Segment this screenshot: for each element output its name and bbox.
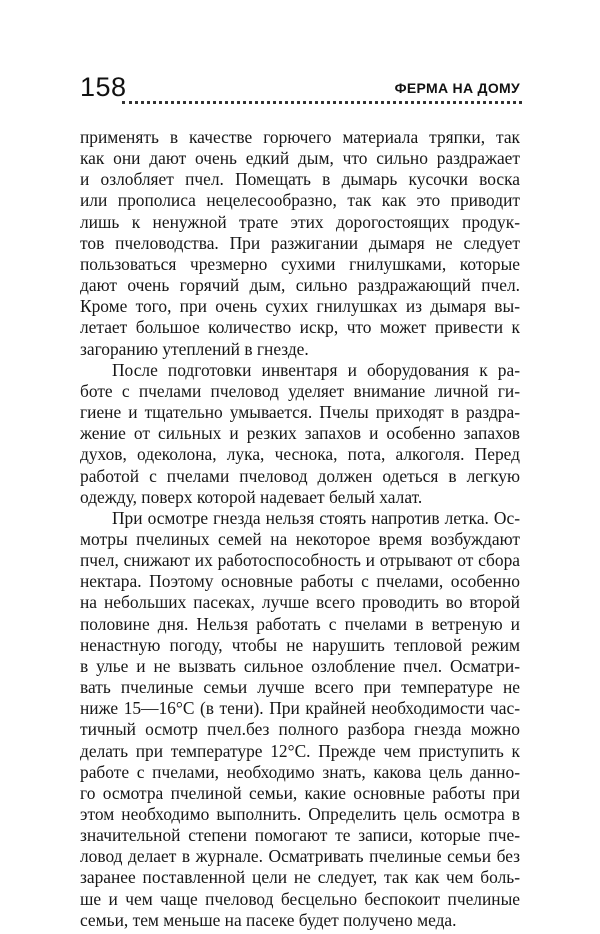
- text-line: как они дают очень едкий дым, что сильно раздражает: [80, 148, 520, 169]
- paragraph-3: [80, 508, 520, 931]
- text-line: значительной степени помогают те записи, которые пче-: [80, 825, 520, 846]
- text-line: работой с пчелами пчеловод должен одеться в легкую: [80, 465, 520, 486]
- text-line: этом необходимо выполнить. Определить цель осмотра в: [80, 804, 520, 824]
- text-line: тичный осмотр пчел.без полного разбора гнезда можно: [80, 719, 520, 740]
- text-line: семьи, тем меньше на пасеке будет получено меда.: [80, 909, 457, 930]
- paragraph-1: [80, 127, 520, 360]
- text-line: загоранию утеплений в гнезде.: [80, 338, 309, 359]
- text-line: летает большое количество искр, что может привести к: [80, 317, 520, 338]
- text-line: вать пчелиные семьи лучше всего при температуре не: [80, 677, 520, 698]
- text-line: одежду, поверх которой надевает белый халат.: [80, 486, 423, 507]
- text-line: мотры пчелиных семей на некоторое время возбуждают: [80, 528, 520, 549]
- text-line: ниже 15—16°С (в тени). При крайней необходимости час-: [80, 698, 520, 719]
- text-line: духов, одеколона, лука, чеснока, пота, алкоголя. Перед: [80, 444, 520, 465]
- text-line: ше и чем чаще пчеловод бесцельно беспокоит пчелиные: [80, 888, 520, 909]
- text-line: ловод делает в журнале. Осматривать пчелиные семьи без: [80, 846, 520, 867]
- text-line: заранее поставленной цели не следует, так как чем боль-: [80, 867, 520, 888]
- text-line: го осмотра пчелиной семьи, какие основные работы при: [80, 782, 520, 803]
- text-line: жение от сильных и резких запахов и особенно запахов: [80, 423, 520, 444]
- text-line: и озлобляет пчел. Помещать в дымарь кусочки воска: [80, 169, 520, 190]
- text-line: гиене и тщательно умывается. Пчелы приходят в раздра-: [80, 402, 520, 423]
- text-line: тов пчеловодства. При разжигании дымаря не следует: [80, 232, 520, 253]
- page-header: [78, 70, 522, 110]
- text-line: дают очень горячий дым, сильно раздражающий пчел.: [80, 275, 520, 296]
- text-line: лишь к ненужной трате этих дорогостоящих продук-: [80, 211, 520, 232]
- text-line: После подготовки инвентаря и оборудования к ра-: [112, 359, 520, 380]
- text-line: пчел, снижают их работоспособность и отрывают от сбора: [80, 550, 520, 571]
- text-line: работе с пчелами, необходимо знать, какова цель данно-: [80, 761, 520, 782]
- header-dotted-rule: [122, 101, 522, 104]
- running-head: ФЕРМА НА ДОМУ: [394, 80, 520, 96]
- text-line: или прополиса нецелесообразно, так как это приводит: [80, 190, 520, 211]
- text-line: применять в качестве горючего материала тряпки, так: [80, 127, 520, 147]
- text-line: боте с пчелами пчеловод уделяет внимание личной ги-: [80, 380, 520, 401]
- text-line: пользоваться чрезмерно сухими гнилушками, которые: [80, 253, 520, 274]
- text-line: на небольших пасеках, лучше всего проводить во второй: [80, 592, 520, 613]
- text-line: ненастную погоду, чтобы не нарушить тепловой режим: [80, 634, 520, 655]
- text-line: При осмотре гнезда нельзя стоять напротив летка. Ос-: [112, 507, 520, 528]
- body-text: [80, 127, 520, 931]
- text-line: половине дня. Нельзя работать с пчелами в ветреную и: [80, 613, 520, 634]
- text-line: в улье и не вызвать сильное озлобление пчел. Осматри-: [80, 655, 520, 676]
- paragraph-2: [80, 360, 520, 508]
- text-line: Кроме того, при очень сухих гнилушках из дымаря вы-: [80, 296, 520, 317]
- text-line: делать при температуре 12°С. Прежде чем приступить к: [80, 740, 520, 761]
- text-line: нектара. Поэтому основные работы с пчелами, особенно: [80, 571, 520, 592]
- page-number: 158: [80, 72, 127, 102]
